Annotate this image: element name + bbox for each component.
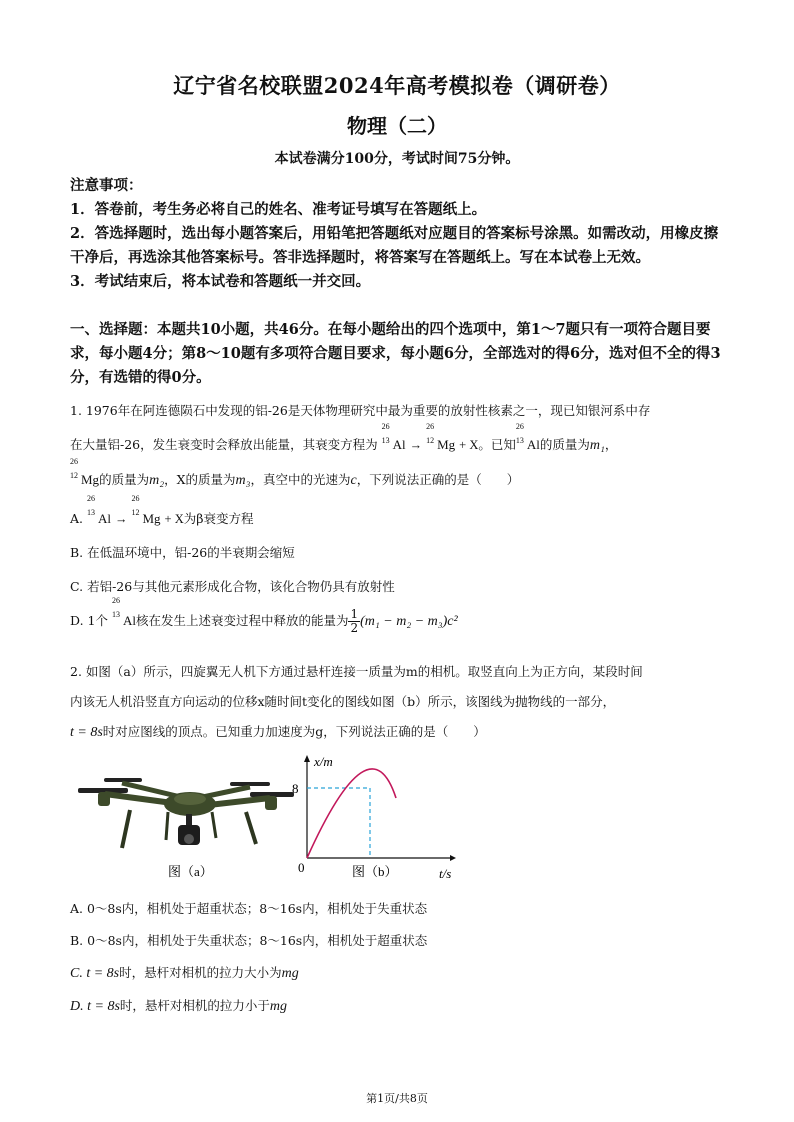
page-footer: 第1页/共8页 bbox=[366, 1092, 428, 1105]
al-26-nuclide: 26 13 Al bbox=[381, 422, 406, 452]
mg-26-nuclide: 26 12 Mg bbox=[131, 494, 161, 526]
q1-line-1: 1. 1976年在阿连德陨石中发现的铝-26是天体物理研究中最为重要的放射性核素之一，现已知银河系中存 bbox=[70, 403, 651, 418]
q2-line-3: t = 8s时对应图线的顶点。已知重力加速度为g，下列说法正确的是（ ） bbox=[70, 724, 486, 740]
figures-svg bbox=[70, 752, 470, 892]
section-1-instructions: 一、选择题：本题共10小题，共46分。在每小题给出的四个选项中，第1～7题只有一项符合题目要求，每小题4分；第8～10题有多项符合题目要求，每小题6分，全部选对的得6分，选对但不全的得3分，有选错的得0分。 bbox=[70, 321, 721, 386]
exam-title: 辽宁省名校联盟2024年高考模拟卷（调研卷） bbox=[173, 73, 621, 98]
parabola-curve bbox=[307, 769, 396, 858]
drone-top bbox=[174, 793, 206, 805]
drone-illustration bbox=[78, 778, 294, 848]
exam-info: 本试卷满分100分，考试时间75分钟。 bbox=[274, 151, 520, 167]
notice-item-3: 3．考试结束后，将本试卷和答题纸一并交回。 bbox=[70, 273, 371, 290]
q1-option-a[interactable]: A. 26 13 Al → 26 12 Mg + X为β衰变方程 bbox=[70, 502, 725, 536]
graph-y-label: x/m bbox=[314, 754, 333, 769]
landing-leg-left bbox=[122, 810, 130, 848]
q2-option-c[interactable]: C. t = 8s时，悬杆对相机的拉力大小为mg bbox=[70, 965, 299, 981]
al-26-nuclide: 26 13 Al bbox=[111, 596, 136, 628]
exam-subject: 物理（二） bbox=[347, 114, 447, 138]
graph-x-label: t/s bbox=[439, 866, 452, 881]
q1-line-2: 在大量铝-26，发生衰变时会释放出能量，其衰变方程为 26 13 Al → 26 12 Mg + X。已知 26 13 Al的质量为m₁， bbox=[70, 430, 725, 461]
suspension-rod bbox=[186, 814, 192, 826]
graph-y-tick: 8 bbox=[292, 781, 299, 796]
notice-item-2: 2．答选择题时，选出每小题答案后，用铅笔把答题纸对应题目的答案标号涂黑。如需改动，用橡皮擦干净后，再选涂其他答案标号。答非选择题时，将答案写在答题纸上。写在本试卷上无效。 bbox=[70, 225, 719, 266]
camera-lens bbox=[184, 834, 194, 844]
al-26-nuclide: 26 13 Al bbox=[515, 422, 540, 452]
q1-line-3: 26 12 Mg的质量为m₂，X的质量为m₃，真空中的光速为c，下列说法正确的是（ ） bbox=[70, 465, 725, 496]
mg-26-nuclide: 26 12 Mg bbox=[426, 422, 456, 452]
al-26-nuclide: 26 13 Al bbox=[87, 494, 111, 526]
q1-option-d[interactable]: D. 1个 26 13 Al核在发生上述衰变过程中释放的能量为 $\frac{1}{2}$ (m₁ − m₂ − m₃)c² bbox=[70, 604, 725, 639]
notice-block bbox=[70, 174, 725, 294]
propeller-right-rear bbox=[230, 782, 270, 786]
figure-b-caption: 图（b） bbox=[352, 864, 398, 879]
t-axis-arrow bbox=[450, 855, 456, 861]
q2-option-d[interactable]: D. t = 8s时，悬杆对相机的拉力小于mg bbox=[70, 998, 288, 1014]
q2-line-1: 2. 如图（a）所示，四旋翼无人机下方通过悬杆连接一质量为m的相机。取竖直向上为正方向，某段时间 bbox=[70, 664, 643, 679]
landing-leg-right bbox=[246, 812, 256, 844]
mg-26-nuclide: 26 12 Mg bbox=[70, 457, 100, 487]
question-2 bbox=[70, 657, 725, 748]
q1-option-b[interactable]: B. 在低温环境中，铝-26的半衰期会缩短 bbox=[70, 545, 295, 560]
notice-heading: 注意事项： bbox=[70, 177, 143, 194]
q2-option-b[interactable]: B. 0～8s内，相机处于失重状态；8～16s内，相机处于超重状态 bbox=[70, 933, 428, 948]
energy-expression: (m₁ − m₂ − m₃)c² bbox=[360, 614, 458, 629]
q2-line-2: 内该无人机沿竖直方向运动的位移x随时间t变化的图线如图（b）所示，该图线为抛物线的一部分， bbox=[70, 694, 616, 709]
motor-right bbox=[265, 796, 277, 810]
q2-option-a[interactable]: A. 0～8s内，相机处于超重状态；8～16s内，相机处于失重状态 bbox=[70, 901, 428, 916]
motor-left bbox=[98, 792, 110, 806]
question-2-figures bbox=[70, 752, 470, 892]
question-1 bbox=[70, 396, 725, 639]
one-half-fraction: $\frac{1}{2}$ bbox=[350, 607, 359, 635]
graph-origin: 0 bbox=[298, 860, 305, 875]
figure-a-caption: 图（a） bbox=[168, 864, 213, 879]
q1-option-c[interactable]: C. 若铝-26与其他元素形成化合物，该化合物仍具有放射性 bbox=[70, 579, 395, 594]
notice-item-1: 1．答卷前，考生务必将自己的姓名、准考证号填写在答题纸上。 bbox=[70, 201, 487, 218]
question-2-options bbox=[70, 893, 725, 1023]
x-axis-arrow bbox=[304, 755, 310, 762]
xt-graph bbox=[292, 754, 456, 881]
